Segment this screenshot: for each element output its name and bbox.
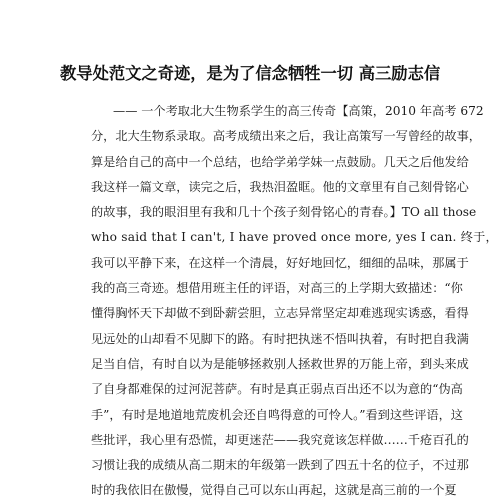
paragraph-line: 我的高三奇迹。想借用班主任的评语，对高三的上学期大致描述：“你 xyxy=(91,281,463,296)
paragraph-line: who said that I can't, I have proved once more, yes I can. 终于， xyxy=(91,230,498,245)
paragraph-line: 时的我依旧在傲慢，觉得自己可以东山再起，这就是高三前的一个夏 xyxy=(91,483,457,498)
paragraph-line: 了自身都难保的过河泥菩萨。有时是真正弱点百出还不以为意的“伪高 xyxy=(91,382,463,397)
paragraph-line: 我可以平静下来，在这样一个清晨，好好地回忆，细细的品味，那属于 xyxy=(91,255,469,270)
paragraph-line: 分，北大生物系录取。高考成绩出来之后，我让高策写一写曾经的故事， xyxy=(91,129,481,144)
document-title: 教导处范文之奇迹，是为了信念牺牲一切 高三励志信 xyxy=(60,64,441,83)
paragraph-line: —— 一个考取北大生物系学生的高三传奇【高策，2010 年高考 672 xyxy=(113,104,484,118)
paragraph-line: 手”，有时是地道地荒废机会还自鸣得意的可怜人。”看到这些评语，这 xyxy=(91,407,463,422)
paragraph-line: 见远处的山却看不见脚下的路。有时把执迷不悟叫执着，有时把自我满 xyxy=(91,331,469,346)
document-body xyxy=(91,99,498,504)
paragraph-line: 习惯让我的成绩从高二期末的年级第一跌到了四五十名的位子，不过那 xyxy=(91,458,469,473)
paragraph-line: 足当自信，有时自以为是能够拯救别人拯救世界的万能上帝，到头来成 xyxy=(91,356,469,371)
paragraph-line: 的故事，我的眼泪里有我和几十个孩子刻骨铭心的青春。】TO all those xyxy=(91,205,477,220)
paragraph-line: 算是给自己的高中一个总结，也给学弟学妹一点鼓励。几天之后他发给 xyxy=(91,154,469,169)
paragraph-line: 些批评，我心里有恐慌，却更迷茫——我究竟该怎样做……千疮百孔的 xyxy=(91,432,469,447)
paragraph-line: 我这样一篇文章，读完之后，我热泪盈眶。他的文章里有自己刻骨铭心 xyxy=(91,179,469,194)
paragraph-line: 懂得胸怀天下却做不到卧薪尝胆，立志异常坚定却难逃现实诱惑，看得 xyxy=(91,306,469,321)
